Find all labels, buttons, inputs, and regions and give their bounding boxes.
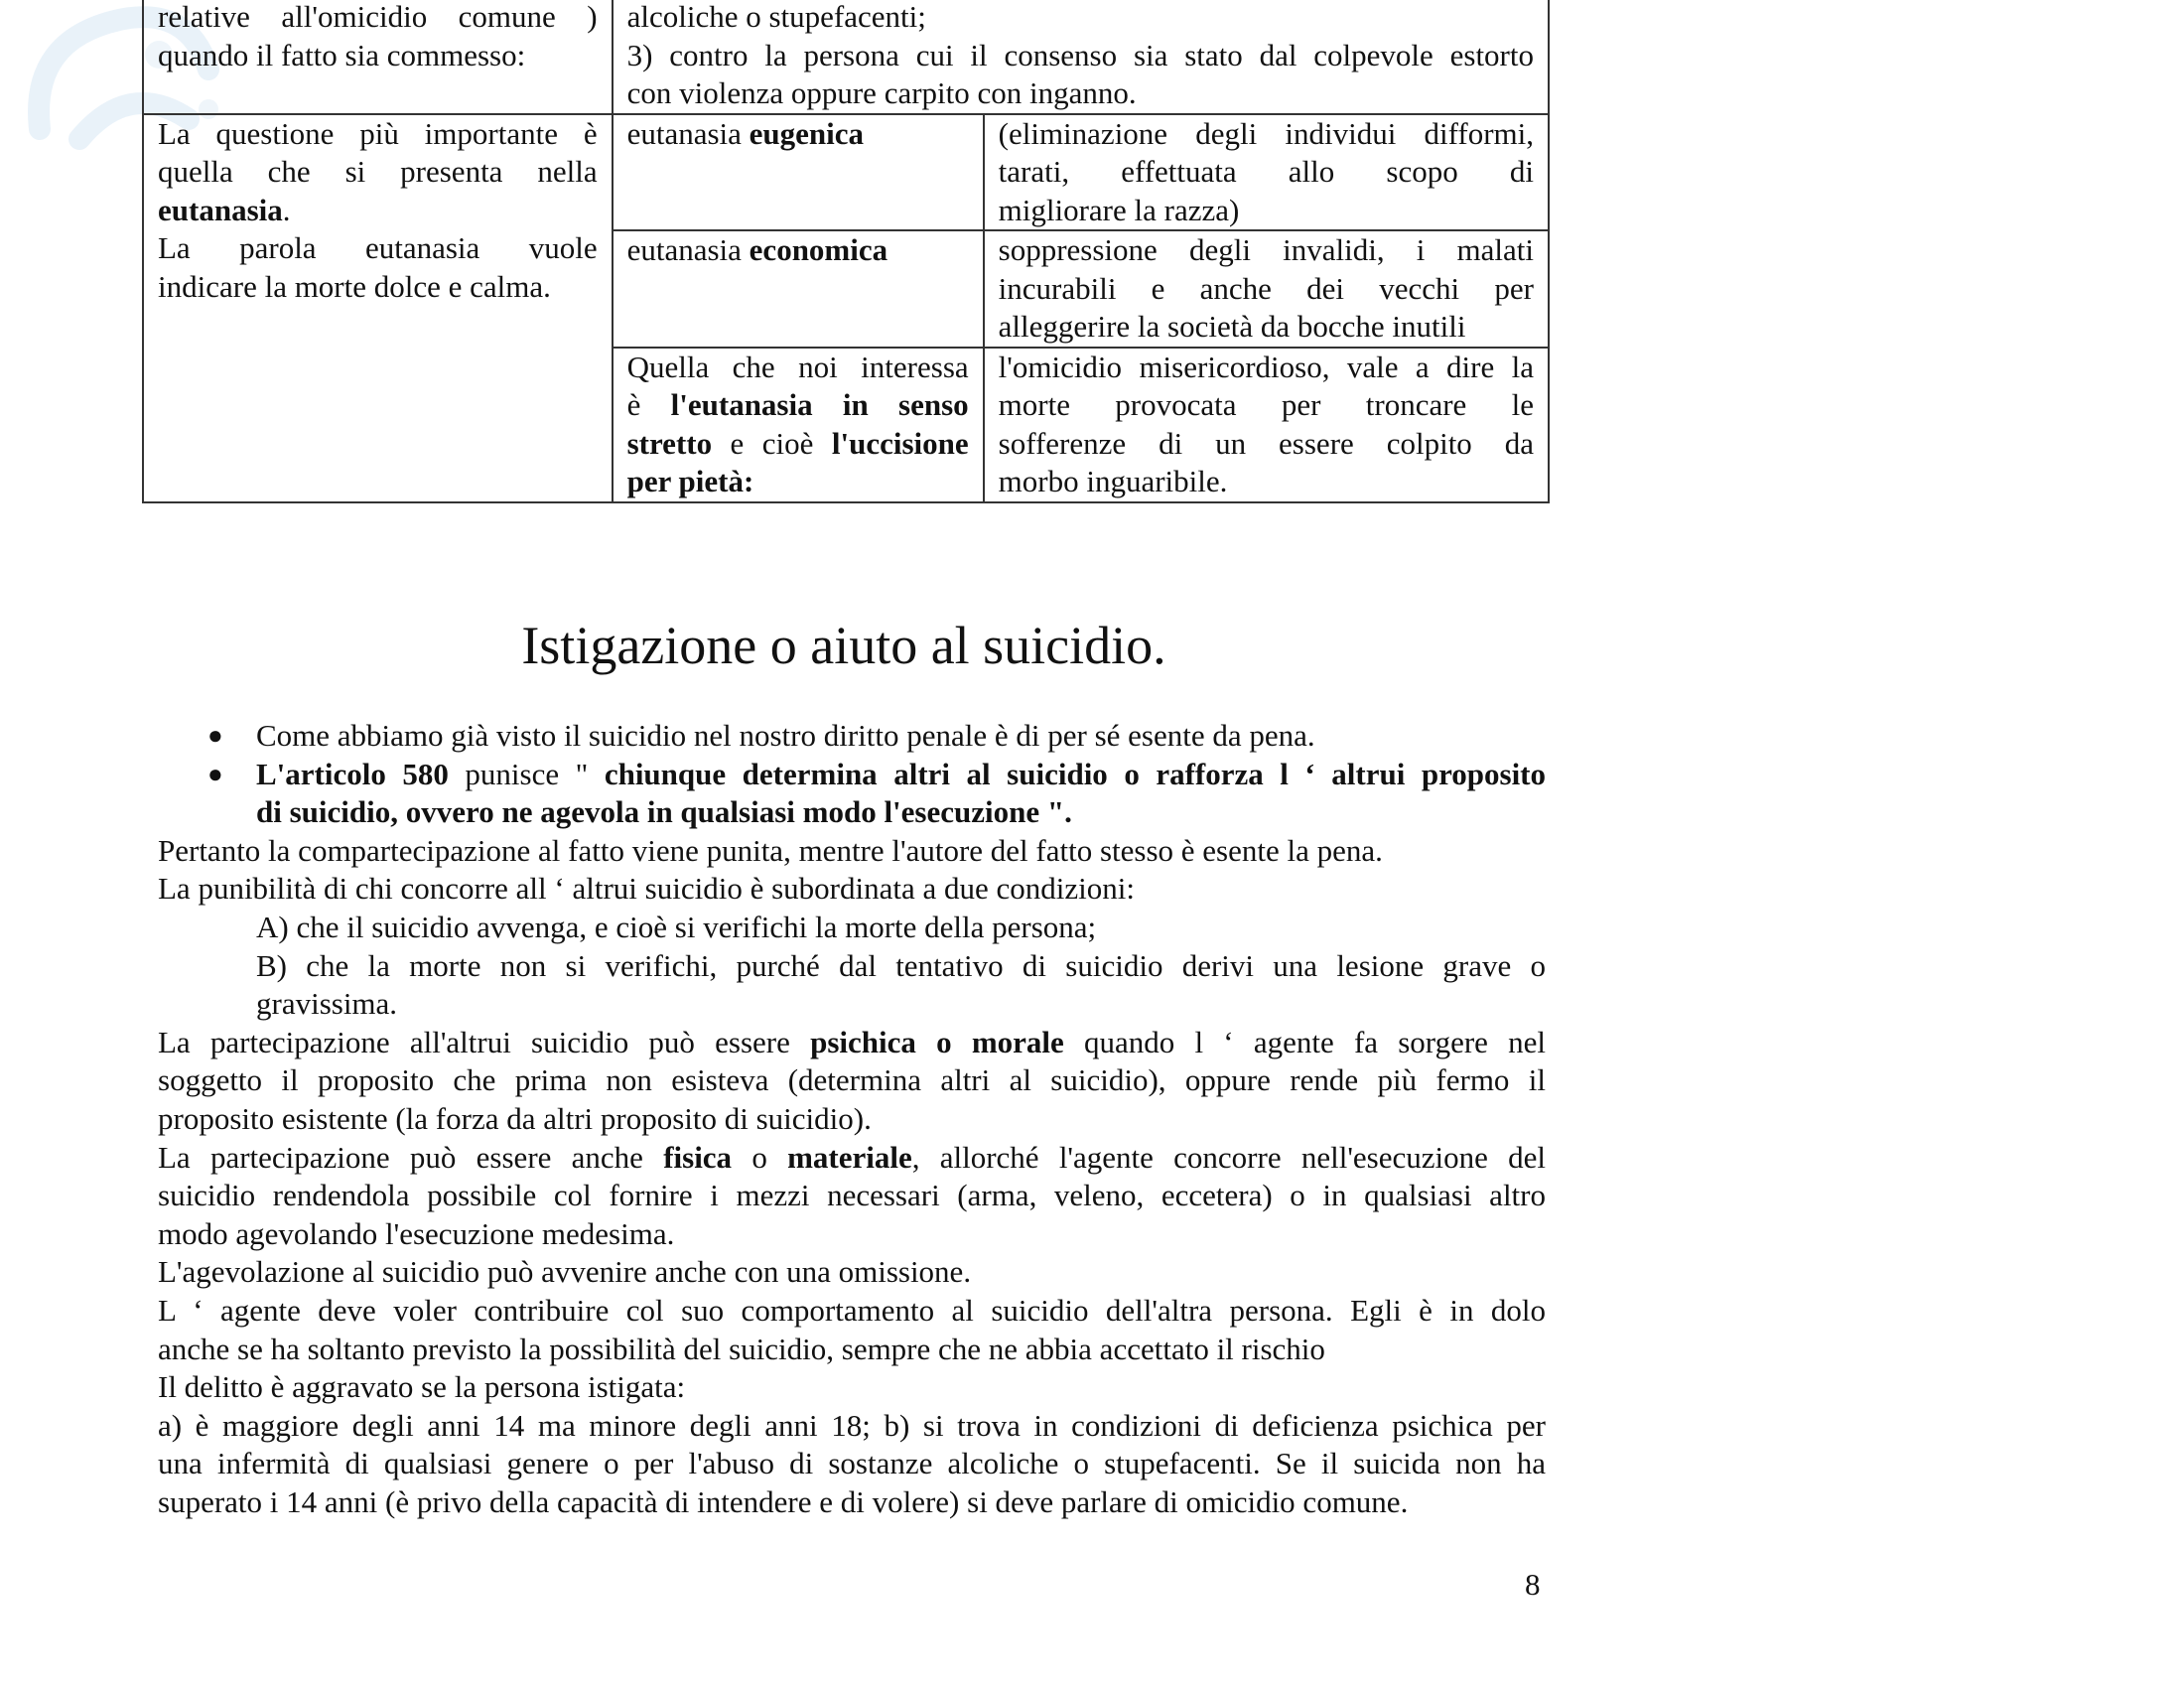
cell-line: alcoliche o stupefacenti; — [626, 0, 926, 34]
bold-term: l'uccisione — [831, 425, 969, 461]
table-row — [143, 0, 1549, 114]
text-run: o — [732, 1139, 788, 1175]
bold-term: per pietà: — [626, 464, 754, 498]
text-run: quando l ‘ agente fa sorgere nel — [1063, 1024, 1547, 1059]
text-run: La partecipazione all'altrui suicidio può essere — [158, 1024, 811, 1059]
cell-line: La parola eutanasia vuole — [158, 230, 598, 265]
condition-a: A) che il suicidio avvenga, e cioè si verifichi la morte della persona; — [256, 909, 1097, 944]
table-cell-description — [984, 230, 1549, 348]
cell-line: migliorare la razza) — [998, 192, 1240, 227]
section-heading: Istigazione o aiuto al suicidio. — [521, 616, 1166, 675]
cell-line: morbo inguaribile. — [998, 464, 1228, 498]
cell-line: quando il fatto sia commesso: — [158, 37, 526, 72]
paragraph-line: L ‘ agente deve voler contribuire col suo comportamento al suicidio dell'altra persona. Egli è in dolo — [158, 1292, 1546, 1328]
list-item — [158, 717, 1546, 756]
cell-line: (eliminazione degli individui difformi, — [998, 115, 1534, 151]
paragraph-line: B) che la morte non si verifichi, purché dal tentativo di suicidio derivi una lesione grave o — [256, 947, 1546, 983]
text-run: La partecipazione può essere anche — [158, 1139, 664, 1175]
text-run: e cioè — [712, 425, 832, 461]
table-cell — [143, 0, 613, 114]
bold-term: fisica — [663, 1139, 733, 1175]
section-body — [158, 717, 1546, 1521]
paragraph-line — [158, 1139, 1546, 1178]
table-cell-type — [613, 348, 984, 502]
paragraph — [158, 1139, 1546, 1254]
paragraph-line: soggetto il proposito che prima non esisteva (determina altri al suicidio), oppure rende più fermo il — [158, 1062, 1546, 1098]
bold-term: materiale — [787, 1139, 912, 1175]
bullet-line — [256, 794, 1072, 829]
type-prefix: eutanasia — [626, 115, 750, 151]
list-item — [158, 756, 1546, 832]
type-name: economica — [749, 232, 888, 267]
cell-line — [627, 231, 969, 270]
paragraph-line: superato i 14 anni (è privo della capacità di intendere e di volere) si deve parlare di omicidio comune. — [158, 1483, 1409, 1519]
text-run: è — [626, 387, 671, 422]
text-run: punisce " — [448, 756, 605, 791]
paragraph: La punibilità di chi concorre all ‘ altrui suicidio è subordinata a due condizioni: — [158, 871, 1135, 907]
table-cell-type — [613, 114, 984, 231]
paragraph — [158, 1407, 1546, 1522]
bullet-icon: ● — [207, 721, 223, 750]
cell-line: con violenza oppure carpito con inganno. — [626, 75, 1137, 110]
paragraph-line: suicidio rendendola possibile col fornire i mezzi necessari (arma, veleno, eccetera) o in qualsiasi altro — [158, 1178, 1546, 1213]
cell-line: 3) contro la persona cui il consenso sia stato dal colpevole estorto — [626, 37, 1534, 72]
condition-b — [158, 947, 1546, 1024]
punctuation: . — [282, 192, 291, 227]
cell-line: relative all'omicidio comune ) — [158, 0, 598, 34]
paragraph-line — [158, 1024, 1546, 1062]
bold-term: l'eutanasia in senso — [670, 387, 969, 422]
cell-line: tarati, effettuata allo scopo di — [998, 154, 1534, 189]
cell-line: sofferenze di un essere colpito da — [998, 425, 1534, 461]
paragraph — [158, 1292, 1546, 1368]
cell-line: indicare la morte dolce e calma. — [158, 268, 551, 304]
table-cell-type — [613, 230, 984, 348]
cell-line: quella che si presenta nella — [158, 154, 598, 189]
bold-term: psichica o morale — [810, 1024, 1064, 1059]
table-cell-description — [984, 348, 1549, 502]
cell-line — [627, 115, 969, 154]
paragraph-line: una infermità di qualsiasi genere o per l'abuso di sostanze alcoliche o stupefacenti. Se il suicida non ha — [158, 1446, 1546, 1481]
paragraph-line: anche se ha soltanto previsto la possibilità del suicidio, sempre che ne abbia accettato il rischio — [158, 1331, 1325, 1366]
table-cell-euthanasia-intro — [143, 114, 613, 502]
paragraph — [158, 1024, 1546, 1139]
paragraph: L'agevolazione al suicidio può avvenire anche con una omissione. — [158, 1254, 972, 1290]
bullet-icon: ● — [207, 759, 223, 788]
paragraph-line: a) è maggiore degli anni 14 ma minore degli anni 18; b) si trova in condizioni di deficienza psichica per — [158, 1407, 1546, 1443]
table-cell — [613, 0, 1549, 114]
type-name: eugenica — [749, 115, 865, 151]
bullet-text: Come abbiamo già visto il suicidio nel nostro diritto penale è di per sé esente da pena. — [256, 718, 1315, 753]
bold-term: stretto — [626, 425, 713, 461]
table-row — [143, 114, 1549, 231]
paragraph: Il delitto è aggravato se la persona istigata: — [158, 1369, 686, 1405]
cell-line: l'omicidio misericordioso, vale a dire la — [998, 349, 1534, 384]
cell-line: incurabili e anche dei vecchi per — [998, 270, 1534, 306]
cell-line — [627, 386, 969, 425]
paragraph: Pertanto la compartecipazione al fatto viene punita, mentre l'autore del fatto stesso è esente la pena. — [158, 832, 1383, 868]
page-number: 8 — [1525, 1567, 1541, 1602]
bold-quote: di suicidio, ovvero ne agevola in qualsiasi modo l'esecuzione ". — [256, 794, 1072, 830]
cell-line: soppressione degli invalidi, i malati — [998, 232, 1534, 267]
euthanasia-table — [142, 0, 1550, 503]
bold-quote: chiunque determina altri al suicidio o rafforza l ‘ altrui proposito — [604, 756, 1547, 791]
bold-term: eutanasia — [158, 192, 283, 227]
cell-line: La questione più importante è — [158, 115, 598, 151]
bullet-line — [256, 756, 1546, 794]
type-prefix: eutanasia — [626, 232, 750, 267]
cell-line: alleggerire la società da bocche inutili — [998, 309, 1466, 344]
cell-line: Quella che noi interessa — [626, 349, 969, 384]
table-cell-description — [984, 114, 1549, 231]
text-run: , allorché l'agente concorre nell'esecuzione del — [911, 1139, 1547, 1175]
cell-line — [627, 425, 969, 464]
cell-line — [627, 463, 969, 501]
bold-term: L'articolo 580 — [256, 756, 449, 791]
paragraph-line: modo agevolando l'esecuzione medesima. — [158, 1215, 675, 1251]
paragraph-line: gravissima. — [256, 986, 398, 1022]
bullet-list — [158, 717, 1546, 832]
cell-line: morte provocata per troncare le — [998, 387, 1534, 422]
cell-line — [158, 192, 598, 230]
paragraph-line: proposito esistente (la forza da altri proposito di suicidio). — [158, 1100, 872, 1136]
